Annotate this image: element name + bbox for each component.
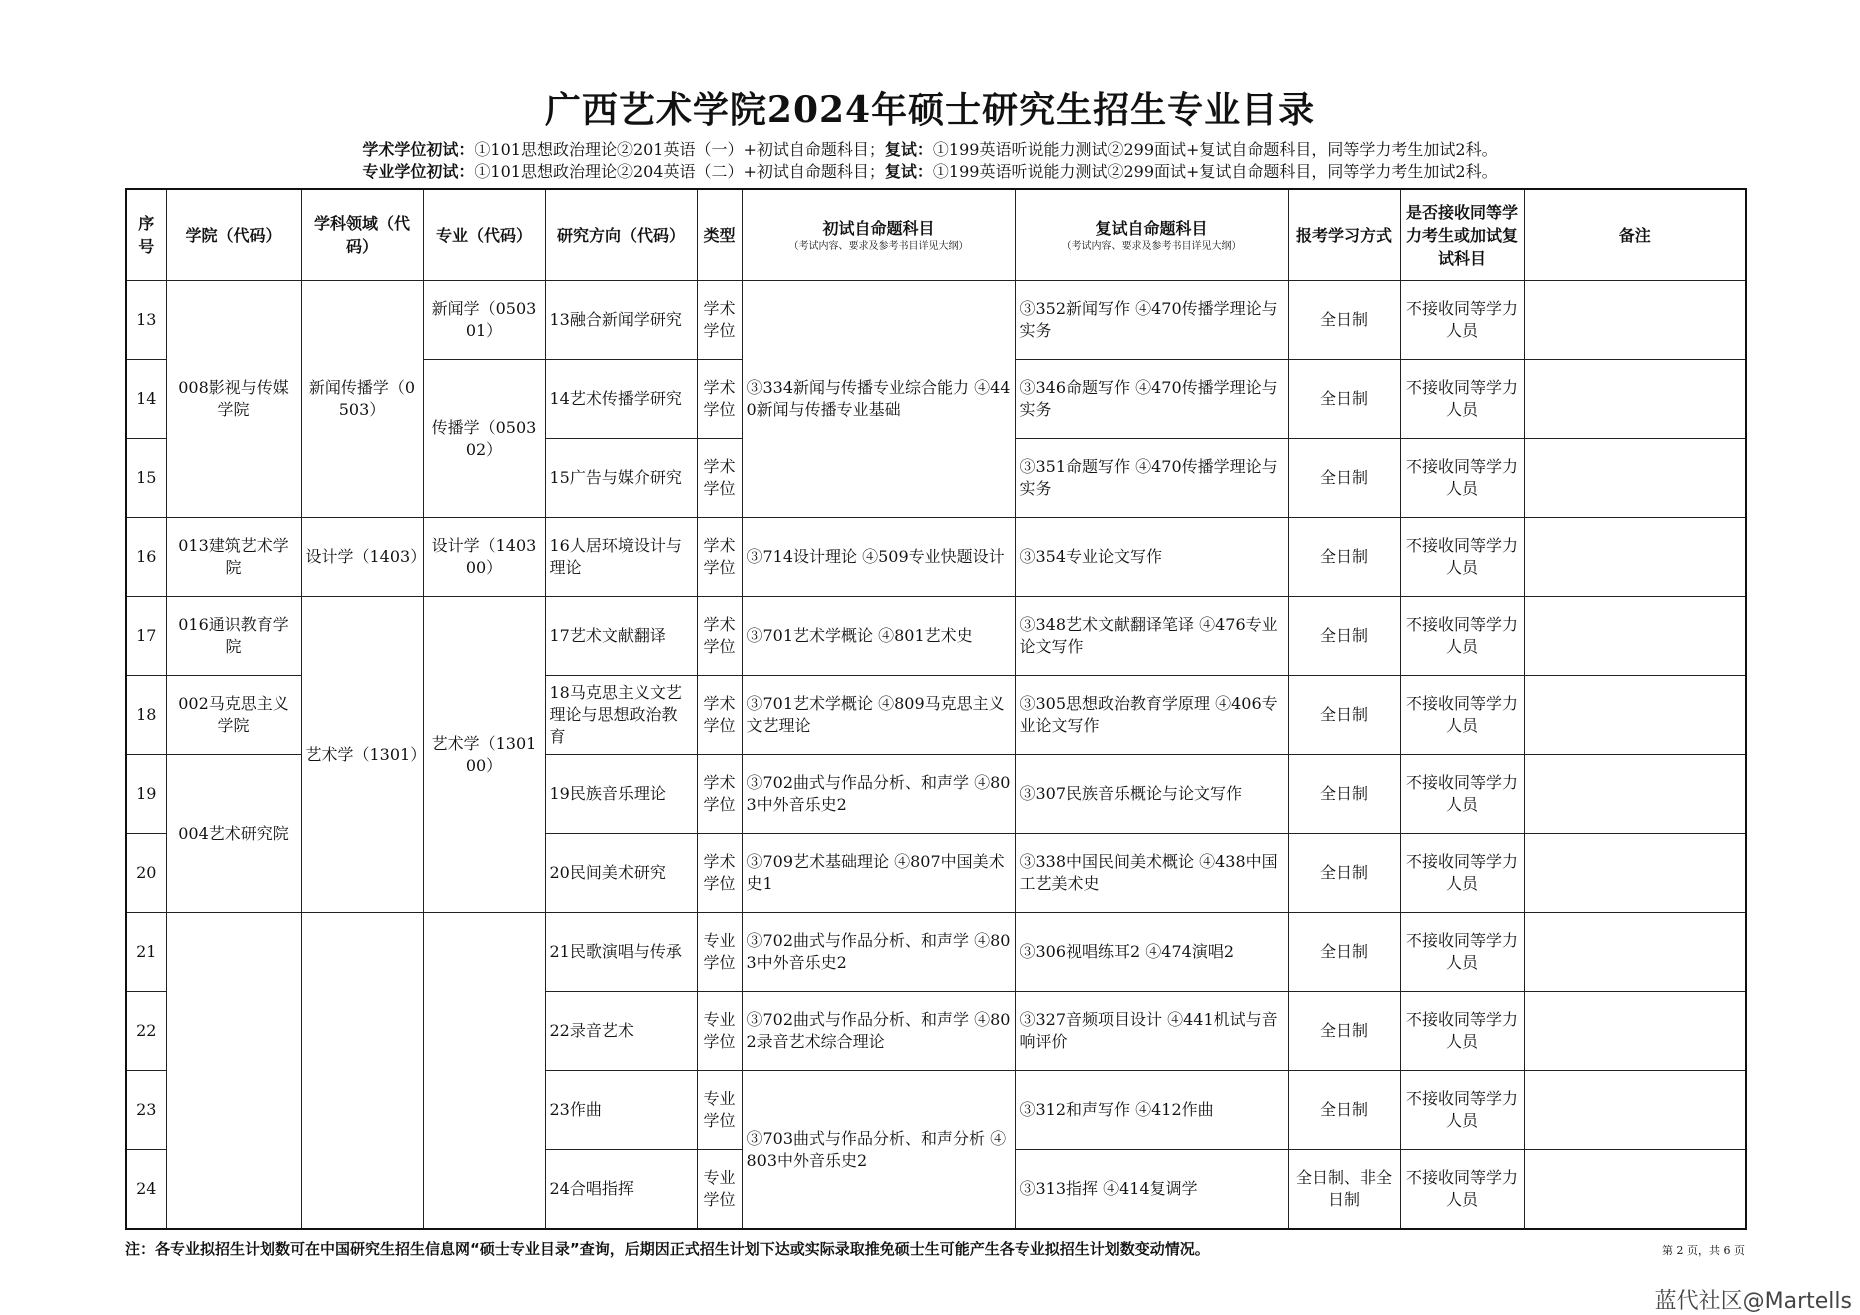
field-cell	[301, 913, 423, 1230]
remark-cell	[1524, 676, 1746, 755]
college-cell: 016通识教育学院	[166, 597, 301, 676]
footnote: 注：各专业拟招生计划数可在中国研究生招生信息网“硕士专业目录”查询，后期因正式招生计划下达或实际录取推免硕士生可能产生各专业拟招生计划数变动情况。	[125, 1240, 1210, 1258]
header-major: 专业（代码）	[423, 189, 545, 281]
seq-cell: 23	[126, 1071, 166, 1150]
type-cell: 学术学位	[697, 439, 742, 518]
header-seq: 序号	[126, 189, 166, 281]
remark-cell	[1524, 755, 1746, 834]
seq-cell: 18	[126, 676, 166, 755]
mode-cell: 全日制	[1288, 1071, 1400, 1150]
watermark: 蓝代社区@Martells	[1654, 1289, 1852, 1314]
direction-cell: 22录音艺术	[545, 992, 697, 1071]
equiv-cell: 不接收同等学力人员	[1400, 439, 1524, 518]
equiv-cell: 不接收同等学力人员	[1400, 913, 1524, 992]
mode-cell: 全日制	[1288, 518, 1400, 597]
major-cell: 传播学（050302）	[423, 360, 545, 518]
equiv-cell: 不接收同等学力人员	[1400, 1071, 1524, 1150]
direction-cell: 19民族音乐理论	[545, 755, 697, 834]
retest-cell: ③348艺术文献翻译笔译 ④476专业论文写作	[1015, 597, 1288, 676]
remark-cell	[1524, 1150, 1746, 1230]
type-cell: 学术学位	[697, 360, 742, 439]
mode-cell: 全日制	[1288, 281, 1400, 360]
retest-cell: ③307民族音乐概论与论文写作	[1015, 755, 1288, 834]
table-row	[126, 597, 1746, 676]
initial-cell: ③703曲式与作品分析、和声分析 ④803中外音乐史2	[742, 1071, 1015, 1230]
college-cell: 008影视与传媒学院	[166, 281, 301, 518]
direction-cell: 20民间美术研究	[545, 834, 697, 913]
retest-cell: ③313指挥 ④414复调学	[1015, 1150, 1288, 1230]
direction-cell: 21民歌演唱与传承	[545, 913, 697, 992]
header-remark: 备注	[1524, 189, 1746, 281]
academic-degree-note: 学术学位初试：①101思想政治理论②201英语（一）+初试自命题科目；复试：①199英语听说能力测试②299面试+复试自命题科目，同等学力考生加试2科。	[362, 140, 1498, 159]
initial-cell: ③709艺术基础理论 ④807中国美术史1	[742, 834, 1015, 913]
initial-cell: ③701艺术学概论 ④801艺术史	[742, 597, 1015, 676]
type-cell: 学术学位	[697, 755, 742, 834]
major-cell: 设计学（140300）	[423, 518, 545, 597]
retest-cell: ③306视唱练耳2 ④474演唱2	[1015, 913, 1288, 992]
seq-cell: 16	[126, 518, 166, 597]
initial-cell: ③701艺术学概论 ④809马克思主义文艺理论	[742, 676, 1015, 755]
mode-cell: 全日制	[1288, 597, 1400, 676]
header-row	[126, 189, 1746, 281]
retest-cell: ③346命题写作 ④470传播学理论与实务	[1015, 360, 1288, 439]
mode-cell: 全日制	[1288, 439, 1400, 518]
mode-cell: 全日制	[1288, 360, 1400, 439]
remark-cell	[1524, 518, 1746, 597]
remark-cell	[1524, 1071, 1746, 1150]
field-cell: 新闻传播学（0503）	[301, 281, 423, 518]
retest-cell: ③312和声写作 ④412作曲	[1015, 1071, 1288, 1150]
retest-cell: ③354专业论文写作	[1015, 518, 1288, 597]
header-type: 类型	[697, 189, 742, 281]
seq-cell: 14	[126, 360, 166, 439]
header-direction: 研究方向（代码）	[545, 189, 697, 281]
direction-cell: 14艺术传播学研究	[545, 360, 697, 439]
page-number: 第 2 页，共 6 页	[1662, 1244, 1745, 1257]
equiv-cell: 不接收同等学力人员	[1400, 755, 1524, 834]
catalog-table	[125, 188, 1747, 1230]
professional-degree-note: 专业学位初试：①101思想政治理论②204英语（二）+初试自命题科目；复试：①199英语听说能力测试②299面试+复试自命题科目，同等学力考生加试2科。	[362, 162, 1498, 181]
major-cell: 艺术学（130100）	[423, 597, 545, 913]
major-cell: 新闻学（050301）	[423, 281, 545, 360]
equiv-cell: 不接收同等学力人员	[1400, 518, 1524, 597]
equiv-cell: 不接收同等学力人员	[1400, 834, 1524, 913]
initial-cell: ③702曲式与作品分析、和声学 ④802录音艺术综合理论	[742, 992, 1015, 1071]
direction-cell: 23作曲	[545, 1071, 697, 1150]
table-row	[126, 281, 1746, 360]
direction-cell: 18马克思主义文艺理论与思想政治教育	[545, 676, 697, 755]
college-cell: 002马克思主义学院	[166, 676, 301, 755]
equiv-cell: 不接收同等学力人员	[1400, 360, 1524, 439]
type-cell: 学术学位	[697, 676, 742, 755]
college-cell: 004艺术研究院	[166, 755, 301, 913]
header-retest: 复试自命题科目 （考试内容、要求及参考书目详见大纲）	[1015, 189, 1288, 281]
type-cell: 学术学位	[697, 281, 742, 360]
type-cell: 专业学位	[697, 1071, 742, 1150]
equiv-cell: 不接收同等学力人员	[1400, 281, 1524, 360]
seq-cell: 20	[126, 834, 166, 913]
remark-cell	[1524, 992, 1746, 1071]
header-college: 学院（代码）	[166, 189, 301, 281]
header-mode: 报考学习方式	[1288, 189, 1400, 281]
seq-cell: 17	[126, 597, 166, 676]
college-cell	[166, 913, 301, 1230]
type-cell: 专业学位	[697, 913, 742, 992]
direction-cell: 15广告与媒介研究	[545, 439, 697, 518]
college-cell: 013建筑艺术学院	[166, 518, 301, 597]
seq-cell: 21	[126, 913, 166, 992]
type-cell: 学术学位	[697, 597, 742, 676]
mode-cell: 全日制	[1288, 755, 1400, 834]
initial-cell: ③702曲式与作品分析、和声学 ④803中外音乐史2	[742, 913, 1015, 992]
header-equiv: 是否接收同等学力考生或加试复试科目	[1400, 189, 1524, 281]
major-cell	[423, 913, 545, 1230]
direction-cell: 16人居环境设计与理论	[545, 518, 697, 597]
mode-cell: 全日制	[1288, 676, 1400, 755]
retest-cell: ③351命题写作 ④470传播学理论与实务	[1015, 439, 1288, 518]
remark-cell	[1524, 597, 1746, 676]
seq-cell: 15	[126, 439, 166, 518]
field-cell: 设计学（1403）	[301, 518, 423, 597]
initial-cell: ③714设计理论 ④509专业快题设计	[742, 518, 1015, 597]
type-cell: 学术学位	[697, 834, 742, 913]
retest-cell: ③352新闻写作 ④470传播学理论与实务	[1015, 281, 1288, 360]
remark-cell	[1524, 281, 1746, 360]
direction-cell: 17艺术文献翻译	[545, 597, 697, 676]
remark-cell	[1524, 360, 1746, 439]
initial-cell: ③334新闻与传播专业综合能力 ④440新闻与传播专业基础	[742, 281, 1015, 518]
remark-cell	[1524, 439, 1746, 518]
mode-cell: 全日制	[1288, 913, 1400, 992]
header-field: 学科领域（代码）	[301, 189, 423, 281]
initial-cell: ③702曲式与作品分析、和声学 ④803中外音乐史2	[742, 755, 1015, 834]
type-cell: 学术学位	[697, 518, 742, 597]
equiv-cell: 不接收同等学力人员	[1400, 992, 1524, 1071]
equiv-cell: 不接收同等学力人员	[1400, 597, 1524, 676]
seq-cell: 22	[126, 992, 166, 1071]
field-cell: 艺术学（1301）	[301, 597, 423, 913]
retest-cell: ③327音频项目设计 ④441机试与音响评价	[1015, 992, 1288, 1071]
direction-cell: 24合唱指挥	[545, 1150, 697, 1230]
direction-cell: 13融合新闻学研究	[545, 281, 697, 360]
remark-cell	[1524, 913, 1746, 992]
retest-cell: ③338中国民间美术概论 ④438中国工艺美术史	[1015, 834, 1288, 913]
remark-cell	[1524, 834, 1746, 913]
mode-cell: 全日制、非全日制	[1288, 1150, 1400, 1230]
page-title: 广西艺术学院2024年硕士研究生招生专业目录	[544, 89, 1316, 131]
retest-cell: ③305思想政治教育学原理 ④406专业论文写作	[1015, 676, 1288, 755]
mode-cell: 全日制	[1288, 992, 1400, 1071]
seq-cell: 19	[126, 755, 166, 834]
table-row	[126, 913, 1746, 992]
table-row	[126, 518, 1746, 597]
equiv-cell: 不接收同等学力人员	[1400, 676, 1524, 755]
header-initial: 初试自命题科目 （考试内容、要求及参考书目详见大纲）	[742, 189, 1015, 281]
type-cell: 专业学位	[697, 992, 742, 1071]
equiv-cell: 不接收同等学力人员	[1400, 1150, 1524, 1230]
mode-cell: 全日制	[1288, 834, 1400, 913]
seq-cell: 13	[126, 281, 166, 360]
seq-cell: 24	[126, 1150, 166, 1230]
type-cell: 专业学位	[697, 1150, 742, 1230]
